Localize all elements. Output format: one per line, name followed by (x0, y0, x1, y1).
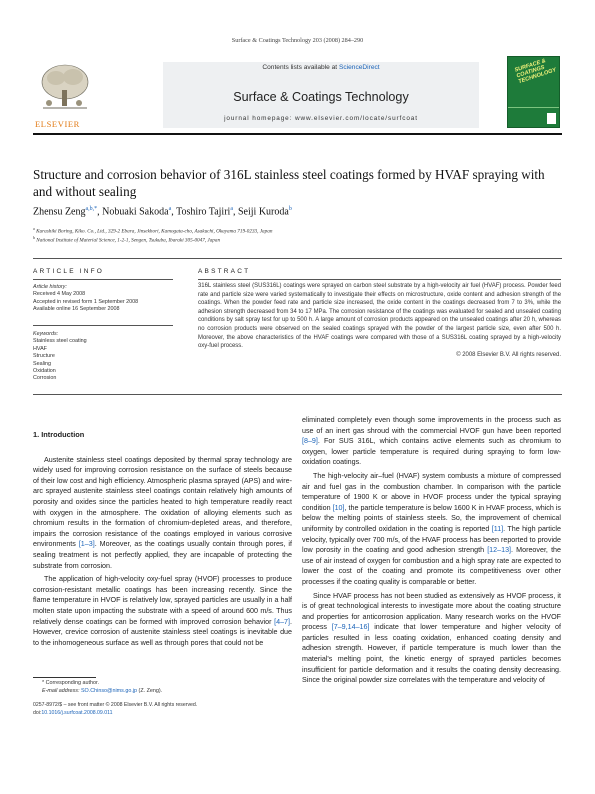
article-history (33, 284, 173, 314)
journal-header-box (163, 62, 479, 128)
body-text: . For SUS 316L, which contains active elements such as chromium to oxygen, lower particle temperature is required during spraying to form low-oxidation coatings. (302, 437, 561, 467)
doi-line (33, 710, 113, 716)
footnote-rule (33, 677, 96, 678)
body-text: Since HVAF process has not been studied as extensively as HVOF process, it is of great technological interests to investigate more about the coating structure and properties for anticorrosion application. Many research works on the HVOF process (302, 591, 561, 632)
doi-link[interactable]: 10.1016/j.surfcoat.2008.09.011 (41, 710, 113, 716)
keyword-item: HVAF (33, 345, 47, 352)
keywords-block (33, 331, 173, 383)
corresponding-author-note: * Corresponding author. (42, 680, 99, 686)
author-name[interactable]: Toshiro Tajiri (176, 206, 231, 218)
author-affiliation-marker[interactable]: a (168, 206, 172, 212)
doi-prefix: doi: (33, 710, 42, 716)
body-text: The application of high-velocity oxy-fuel spray (HVOF) processes to produce corrosion-resistant metallic coatings has been increasing recently. Since the flame temperature in HVOF is relatively low, sprayed particles are usually in a half molten state upon impacting the substrate with a speed of around 600 m/s. Thus relatively dense coatings can be formed with improved corrosion behavior (33, 575, 292, 626)
body-text: Austenite stainless steel coatings deposited by thermal spray technology are widely used for improving corrosion resistance on the surface of steels because of their low cost and high efficiency. Atmospheric plasma sprayed (APS) and wire-arc sprayed austenite stainless steel coatings contain relatively high amounts of porosity and oxides since the particles heated to high temperature readily react with oxygen in the atmosphere. The oxidation of alloying elements such as chromium results in the formation of chromium-depleted areas, and therefore, impairs the corrosion resistance of the coatings employed in various corrosive environments (33, 455, 292, 549)
citation-link[interactable]: [1–3] (78, 540, 95, 549)
author-affiliation-marker[interactable]: b (288, 206, 292, 212)
email-link[interactable]: SO.Chinso@nims.go.jp (80, 688, 138, 694)
author-name[interactable]: Nobuaki Sakoda (102, 206, 169, 218)
body-text: , the particle temperature is below 1600 K in HVAF process, which is below the melting points of stainless steels. So, the improvement of chemical uniformity by controlled oxidation in the coating is reported (302, 503, 561, 533)
article-info-rule (33, 279, 173, 280)
citation-link[interactable]: [8–9] (302, 437, 318, 446)
history-online: Available online 16 September 2008 (33, 306, 120, 313)
affiliation (33, 235, 561, 244)
article-title: Structure and corrosion behavior of 316L stainless steel coatings formed by HVAF spraying with and without sealing (33, 167, 545, 199)
body-paragraph (302, 471, 561, 588)
email-suffix: (Z. Zeng). (137, 688, 163, 694)
email-note (42, 688, 162, 694)
keyword-item: Oxidation (33, 368, 56, 375)
section-heading: 1. Introduction (33, 430, 85, 439)
body-text: . However, crevice corrosion of austenite stainless steel coatings is inevitable due to the inhomogeneous surface as well as through pores that could not be (33, 617, 292, 647)
body-paragraph (33, 574, 292, 648)
running-head: Surface & Coatings Technology 203 (2008) 284–290 (231, 37, 364, 44)
keywords-label: Keywords: (33, 331, 59, 337)
history-accepted: Accepted in revised form 1 September 2008 (33, 298, 139, 305)
elsevier-tree-icon (39, 62, 91, 112)
cover-title: SURFACE & COATINGS TECHNOLOGY (514, 58, 558, 86)
journal-homepage-link[interactable]: journal homepage: www.elsevier.com/locate/surfcoat (224, 115, 418, 122)
citation-link[interactable]: [11] (491, 524, 504, 533)
body-text: eliminated completely even though some improvements in the process such as use of an inert gas shroud with the commercial HVOF gun have been reported (302, 416, 561, 435)
affiliation-marker: a (33, 226, 35, 231)
citation-link[interactable]: [10] (332, 503, 345, 512)
issn-line: 0257-8972/$ – see front matter © 2008 Elsevier B.V. All rights reserved. (33, 702, 198, 708)
abstract-copyright: © 2008 Elsevier B.V. All rights reserved. (456, 351, 561, 358)
citation-link[interactable]: [7–9,14–16] (331, 623, 370, 632)
affiliation-text: Kurashiki Boring, Kiko. Co., Ltd., 329-2 Ebara, Jinsekhori, Kamogata-cho, Asakuchi, Okayama 719-0233, Japan (36, 228, 273, 235)
header-rule (33, 133, 562, 135)
abstract-rule (198, 279, 561, 280)
body-text: . The high particle velocity, typically over 700 m/s, of the HVAF process has been reported to provide low porosity in the coating and good adhesion strength (302, 524, 561, 555)
contents-prefix: Contents lists available at (262, 64, 339, 71)
keywords-rule (33, 325, 173, 326)
keyword-item: Sealing (33, 360, 51, 367)
affiliation (33, 226, 561, 235)
history-received: Received 4 May 2008 (33, 291, 86, 298)
title-rule (33, 258, 562, 259)
cover-label-box (547, 113, 556, 124)
body-column-right (302, 415, 561, 686)
journal-banner (33, 58, 561, 130)
publisher-name: ELSEVIER (35, 119, 80, 129)
author-affiliation-marker[interactable]: a,b,* (85, 206, 98, 212)
body-text: The high-velocity air–fuel (HVAF) system combusts a mixture of compressed air and fuel gas in the combustion chamber. In comparison with the particle temperature of 1900 K or above in HVOF process under the typical spraying condition (302, 471, 561, 512)
abstract-heading: ABSTRACT (198, 268, 251, 275)
keyword-item: Structure (33, 353, 55, 360)
body-paragraph (33, 455, 292, 572)
author-affiliation-marker[interactable]: a (230, 206, 233, 212)
email-label: E-mail address: (42, 688, 80, 694)
abstract-bottom-rule (33, 394, 562, 395)
author-name[interactable]: Zhensu Zeng (33, 206, 86, 218)
citation-link[interactable]: [12–13] (487, 546, 512, 555)
author-list: Zhensu Zeng$^{a,b,*}$, Nobuaki Sakoda$^a$, Toshiro Tajiri$^a$, Seiji Kuroda$^b$ (33, 206, 292, 218)
article-history-label: Article history: (33, 284, 67, 290)
journal-title: Surface & Coatings Technology (233, 90, 409, 104)
keyword-item: Stainless steel coating (33, 338, 87, 345)
body-paragraph (302, 591, 561, 686)
affiliation-marker: b (33, 235, 35, 240)
contents-line (163, 64, 479, 71)
abstract-text: 316L stainless steel (SUS316L) coatings were sprayed on carbon steel substrate by a high-velocity air fuel (HVAF) process. Powder feed rate and particle size were varied systematically to investigate their effects on microstructure, oxide content and adhesion strength of the coatings. When the powder feed rate and particle size increased, the oxide content in the coatings decreased from 7 to 3%, while the adhesion strength decreased from 34 to 17 MPa. The corrosion resistance of the coatings was evaluated for sealed and unsealed coating conditions by salt spray test for up to 500 h. A large amount of corrosion products appeared on the unsealed coatings after 20 h, whereas no corrosion products were observed on the sealed coatings sprayed with the powder of the largest particle size, even after 500 h. Moreover, the above characteristics of the HVAF coatings were compared with those of a SUS316L coating sprayed by a high-velocity oxy-fuel process. (198, 283, 561, 350)
abstract-body (198, 282, 561, 359)
article-info-heading: ARTICLE INFO (33, 268, 105, 275)
affiliation-text: National Institute of Material Science, 1-2-1, Sengen, Tsukuba, Ibaraki 305-0047, Japan (36, 237, 221, 244)
body-paragraph (302, 415, 561, 468)
body-column-left (33, 418, 292, 648)
journal-cover-thumbnail[interactable] (507, 56, 560, 128)
cover-stripe (508, 107, 559, 108)
keyword-item: Corrosion (33, 375, 57, 382)
publisher-logo[interactable] (33, 58, 161, 130)
sciencedirect-link[interactable]: ScienceDirect (338, 64, 380, 71)
body-text: . Moreover, as the coatings usually contain through pores, if sealing treatment is not perfectly applied, they are incapable of protecting the substrate from corrosion. (33, 540, 292, 570)
author-name[interactable]: Seiji Kuroda (237, 206, 289, 218)
body-text: . Moreover, the use of air instead of oxygen for combustion and a high spray rate are expected to lower the cost of the coating and promote its competitiveness over other processes if the coating quality is comparable or better. (302, 546, 561, 586)
body-text: indicate that lower temperature and higher velocity of particles resulted in less coating oxidation, enhanced coating density and adhesion strength. However, if particle temperature is much lower than the material's melting point, the kinetic energy of sprayed particles becomes insufficient for particle deformation and it results the coating density decreasing. Since the original powder size correlates with the temperature and velocity of (302, 623, 561, 685)
citation-link[interactable]: [4–7] (274, 617, 291, 626)
